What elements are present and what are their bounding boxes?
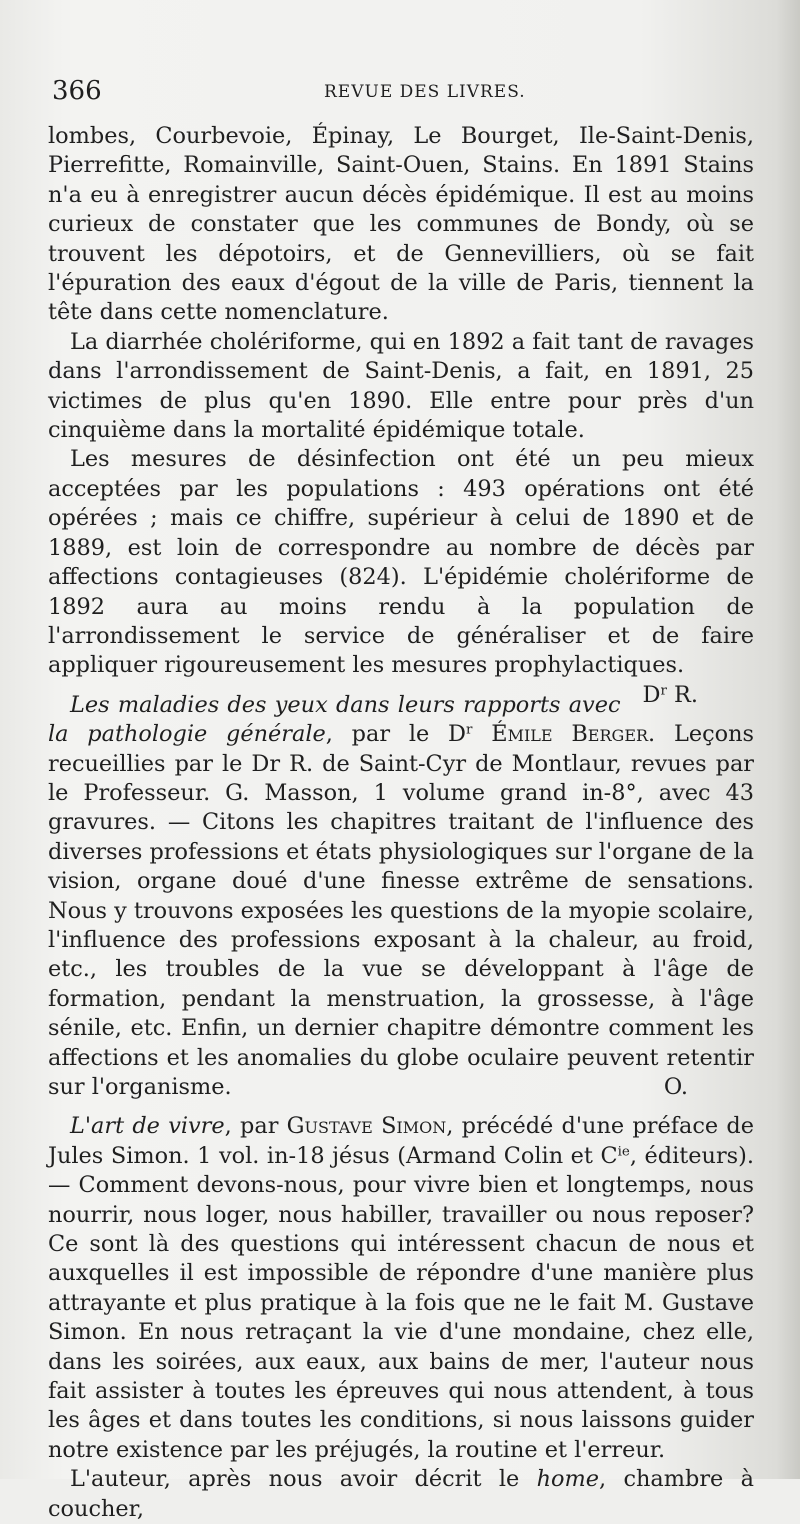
review-text: . Leçons recueillies par le Dr R. de Saint-Cyr de Montlaur, revues par le Professeur. G. Masson, 1 volume grand in-8°, avec 43 gravures. — Citons les chapitres traitant de l'influence des diverses professions et états physiologiques sur l'organe de la vision, organe doué d'une finesse extrême de sensations. Nous y trouvons exposées les questions de la myopie scolaire, l'influence des professions exposant à la chaleur, au froid, etc., les troubles de la vue se développant à l'âge de formation, pendant la menstruation, la grossesse, à l'âge sénile, etc. Enfin, un dernier chapitre démontre comment les affections et les anomalies du globe oculaire peuvent retentir sur l'organisme. [48, 721, 754, 1100]
page-number: 366 [52, 76, 102, 106]
page-header [52, 76, 752, 106]
running-head: REVUE DES LIVRES. [324, 82, 526, 102]
book-author: Émile Berger [491, 721, 649, 748]
review-text: , éditeurs). — Comment devons-nous, pour vivre bien et longtemps, nous nourrir, nous loger, nous habiller, travailler ou nous reposer? Ce sont là des questions qui intéressent chacun de nous et auxquelles il est impossible de répondre d'une manière plus attrayante et plus pratique à la fois que ne le fait M. Gustave Simon. En nous retraçant la vie d'une mondaine, chez elle, dans les soirées, aux eaux, aux bains de mer, l'auteur nous fait assister à toutes les épreuves qui nous attendent, à tous les âges et dans toutes les conditions, si nous laissons guider notre existence par les préjugés, la routine et l'erreur. [48, 1142, 754, 1463]
paragraph-final: L'auteur, après nous avoir décrit le home, chambre à coucher, [48, 1466, 754, 1522]
review-eye-diseases: Les maladies des yeux dans leurs rapports avec la pathologie générale, par le $D^r$ Émile Berger. Leçons recueillies par le Dr R. de Saint-Cyr de Montlaur, revues par le Professeur. G. Masson, 1 volume grand in-8°, avec 43 gravures. — Citons les chapitres traitant de l'influence des diverses professions et états physiologiques sur l'organe de la vision, organe doué d'une finesse extrême de sensations. Nous y trouvons exposées les questions de la myopie scolaire, l'influence des professions exposant à la chaleur, au froid, etc., les troubles de la vue se développant à l'âge de formation, pendant la menstruation, la grossesse, à l'âge sénile, etc. Enfin, un dernier chapitre démontre comment les affections et les anomalies du globe oculaire peuvent retentir sur l'organisme. O. [48, 691, 754, 1103]
paragraph-cholera: La diarrhée cholériforme, qui en 1892 a fait tant de ravages dans l'arrondissement de Saint-Denis, a fait, en 1891, 25 victimes de plus qu'en 1890. Elle entre pour près d'un cinquième dans la mortalité épidémique totale. [48, 328, 754, 444]
book-author: Gustave Simon [286, 1113, 447, 1140]
paragraph-disinfection-text: Les mesures de désinfection ont été un peu mieux acceptées par les populations : 493 opérations ont été opérées ; mais ce chiffre, supérieur à celui de 1890 et de 1889, est loin de correspondre au nombre de décès par affections contagieuses (824). L'épidémie cholériforme de 1892 aura au moins rendu à la population de l'arrondissement le service de généraliser et de faire appliquer rigoureusement les mesures prophylactiques. [48, 446, 754, 679]
paragraph-continued: lombes, Courbevoie, Épinay, Le Bourget, Ile-Saint-Denis, Pierrefitte, Romainville, Saint-Ouen, Stains. En 1891 Stains n'a eu à enregistrer aucun décès épidémique. Il est au moins curieux de constater que les communes de Bondy, où se trouvent les dépotoirs, et de Gennevilliers, où se fait l'épuration des eaux d'égout de la ville de Paris, tiennent la tête dans cette nomenclature. [48, 123, 754, 326]
book-title: L'art de vivre [70, 1113, 225, 1140]
book-title: Les maladies des yeux dans leurs rapports avec la pathologie générale [48, 691, 621, 748]
signature-o: O. [663, 1074, 688, 1100]
paragraph-disinfection [48, 445, 754, 708]
signature-dr-r: $D^r$ R. [642, 681, 698, 708]
italic-home: home [536, 1466, 599, 1493]
body-text [48, 122, 754, 1524]
review-art-of-living: L'art de vivre, par Gustave Simon, précédé d'une préface de Jules Simon. 1 vol. in-18 jésus (Armand Colin et $C^{ie}$, éditeurs). — Comment devons-nous, pour vivre bien et longtemps, nous nourrir, nous loger, nous habiller, travailler ou nous reposer? Ce sont là des questions qui intéressent chacun de nous et auxquelles il est impossible de répondre d'une manière plus attrayante et plus pratique à la fois que ne le fait M. Gustave Simon. En nous retraçant la vie d'une mondaine, chez elle, dans les soirées, aux eaux, aux bains de mer, l'auteur nous fait assister à toutes les épreuves qui nous attendent, à tous les âges et dans toutes les conditions, si nous laissons guider notre existence par les préjugés, la routine et l'erreur. [48, 1113, 754, 1463]
